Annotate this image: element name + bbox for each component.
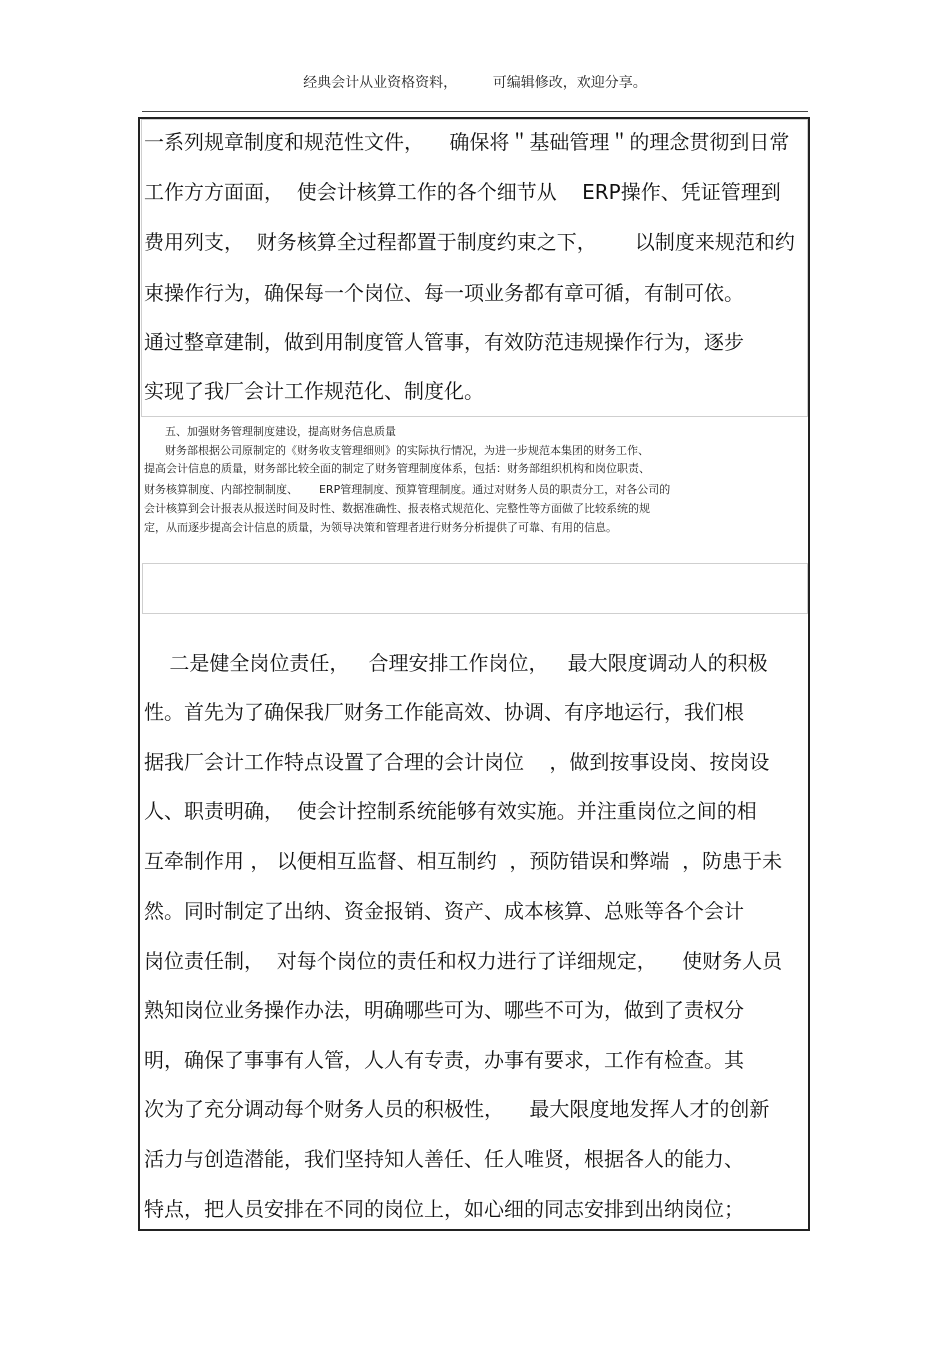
paragraph-box-top <box>141 119 808 417</box>
paragraph-line: 互牵制作用 ， 以便相互监督、相互制约 ，预防错误和弊端 ，防患于未 <box>144 849 783 873</box>
paragraph-line: 通过整章建制，做到用制度管人管事，有效防范违规操作行为，逐步 <box>144 330 744 354</box>
paragraph-line: 束操作行为，确保每一个岗位、每一项业务都有章可循，有制可依。 <box>144 281 744 305</box>
paragraph-line: 岗位责任制， 对每个岗位的责任和权力进行了详细规定， 使财务人员 <box>144 949 783 973</box>
paragraph-line: 性。首先为了确保我厂财务工作能高效、协调、有序地运行，我们根 <box>144 700 744 724</box>
paragraph-line: 然。同时制定了出纳、资金报销、资产、成本核算、总账等各个会计 <box>144 899 744 923</box>
paragraph-line: 明，确保了事事有人管，人人有专责，办事有要求，工作有检查。其 <box>144 1048 744 1072</box>
section-heading: 五、加强财务管理制度建设，提高财务信息质量 <box>144 425 396 438</box>
paragraph-line: 财务核算制度、内部控制制度、 ERP管理制度、预算管理制度。通过对财务人员的职责分工，对各公司的 <box>144 483 671 496</box>
paragraph-line: 人、职责明确， 使会计控制系统能够有效实施。并注重岗位之间的相 <box>144 799 757 823</box>
paragraph-line: 次为了充分调动每个财务人员的积极性， 最大限度地发挥人才的创新 <box>144 1097 770 1121</box>
paragraph-line: 提高会计信息的质量，财务部比较全面的制定了财务管理制度体系，包括：财务部组织机构和岗位职责、 <box>144 462 650 475</box>
paragraph-line: 二是健全岗位责任， 合理安排工作岗位， 最大限度调动人的积极 <box>144 651 768 675</box>
paragraph-line: 熟知岗位业务操作办法，明确哪些可为、哪些不可为，做到了责权分 <box>144 998 744 1022</box>
paragraph-line: 一系列规章制度和规范性文件， 确保将＂基础管理＂的理念贯彻到日常 <box>144 130 790 154</box>
paragraph-line: 工作方方面面， 使会计核算工作的各个细节从 ERP操作、凭证管理到 <box>144 180 781 204</box>
page-header: 经典会计从业资格资料， 可编辑修改，欢迎分享。 <box>303 75 647 91</box>
paragraph-line: 定，从而逐步提高会计信息的质量，为领导决策和管理者进行财务分析提供了可靠、有用的信息。 <box>144 521 617 534</box>
empty-box <box>142 563 808 614</box>
header-rule <box>142 111 808 112</box>
paragraph-line: 实现了我厂会计工作规范化、制度化。 <box>144 379 484 403</box>
paragraph-line: 据我厂会计工作特点设置了合理的会计岗位 ，做到按事设岗、按岗设 <box>144 750 770 774</box>
paragraph-line: 费用列支， 财务核算全过程都置于制度约束之下， 以制度来规范和约 <box>144 230 795 254</box>
paragraph-line: 财务部根据公司原制定的《财务收支管理细则》的实际执行情况，为进一步规范本集团的财务工作、 <box>144 444 649 457</box>
paragraph-line: 会计核算到会计报表从报送时间及时性、数据准确性、报表格式规范化、完整性等方面做了比较系统的规 <box>144 502 650 515</box>
paragraph-line: 特点，把人员安排在不同的岗位上，如心细的同志安排到出纳岗位； <box>144 1197 744 1221</box>
paragraph-line: 活力与创造潜能，我们坚持知人善任、任人唯贤，根据各人的能力、 <box>144 1147 744 1171</box>
